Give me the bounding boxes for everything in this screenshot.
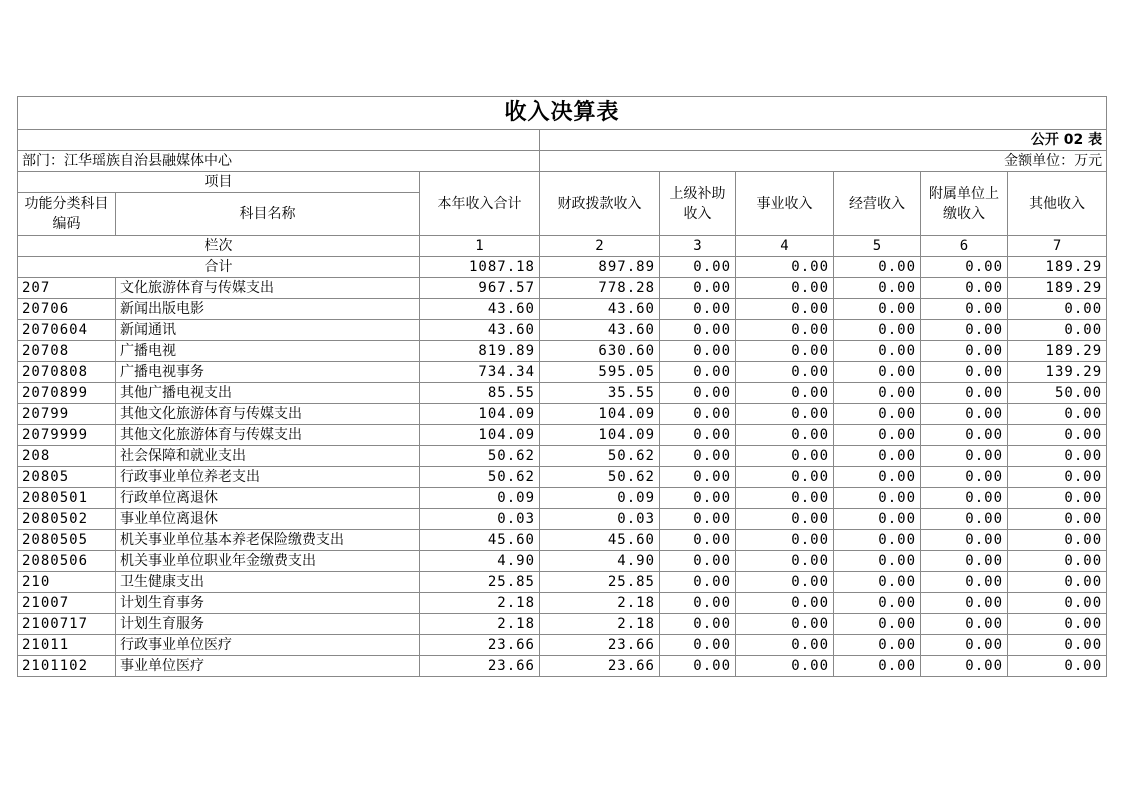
amount-cell: 85.55: [420, 383, 540, 404]
amount-cell: 0.00: [1008, 425, 1107, 446]
amount-cell: 0.00: [921, 404, 1008, 425]
amount-cell: 0.00: [736, 446, 834, 467]
func-code-cell: 20708: [18, 341, 116, 362]
amount-cell: 0.00: [736, 614, 834, 635]
amount-cell: 0.00: [834, 509, 921, 530]
amount-cell: 0.00: [660, 614, 736, 635]
amount-cell: 0.00: [921, 635, 1008, 656]
amount-cell: 734.34: [420, 362, 540, 383]
amount-cell: 0.00: [660, 656, 736, 677]
func-code-cell: 2070604: [18, 320, 116, 341]
col-number: 5: [834, 236, 921, 257]
table-row: [18, 614, 1107, 635]
table-row: [18, 404, 1107, 425]
subject-name-cell: 事业单位医疗: [116, 656, 420, 677]
amount-cell: 819.89: [420, 341, 540, 362]
amount-cell: 23.66: [420, 656, 540, 677]
amount-cell: 4.90: [540, 551, 660, 572]
amount-cell: 189.29: [1008, 341, 1107, 362]
amount-cell: 0.00: [921, 278, 1008, 299]
func-code-cell: 2080505: [18, 530, 116, 551]
amount-cell: 0.00: [921, 530, 1008, 551]
amount-cell: 0.00: [834, 488, 921, 509]
func-code-cell: 2070808: [18, 362, 116, 383]
amount-cell: 0.00: [834, 362, 921, 383]
amount-cell: 104.09: [540, 425, 660, 446]
amount-cell: 0.00: [834, 656, 921, 677]
col-number: 6: [921, 236, 1008, 257]
amount-cell: 50.00: [1008, 383, 1107, 404]
amount-cell: 0.00: [834, 446, 921, 467]
total-value: 0.00: [660, 257, 736, 278]
amount-cell: 0.00: [660, 320, 736, 341]
func-code-cell: 20799: [18, 404, 116, 425]
subject-name-cell: 其他文化旅游体育与传媒支出: [116, 404, 420, 425]
amount-cell: 0.00: [660, 383, 736, 404]
func-code-cell: 2080506: [18, 551, 116, 572]
amount-cell: 0.00: [921, 446, 1008, 467]
amount-cell: 0.00: [660, 572, 736, 593]
total-value: 0.00: [921, 257, 1008, 278]
table-row: [18, 551, 1107, 572]
subject-name-cell: 机关事业单位职业年金缴费支出: [116, 551, 420, 572]
amount-cell: 0.00: [834, 614, 921, 635]
subject-name-cell: 广播电视: [116, 341, 420, 362]
amount-cell: 0.00: [921, 656, 1008, 677]
amount-cell: 0.00: [660, 299, 736, 320]
amount-cell: 0.00: [1008, 530, 1107, 551]
amount-cell: 0.00: [921, 362, 1008, 383]
header-total: 本年收入合计: [420, 172, 540, 236]
amount-cell: 0.00: [834, 572, 921, 593]
func-code-cell: 21007: [18, 593, 116, 614]
col-number: 1: [420, 236, 540, 257]
amount-cell: 0.00: [921, 425, 1008, 446]
total-value: 0.00: [736, 257, 834, 278]
total-value: 0.00: [834, 257, 921, 278]
amount-cell: 0.00: [736, 509, 834, 530]
func-code-cell: 2079999: [18, 425, 116, 446]
total-value: 189.29: [1008, 257, 1107, 278]
amount-cell: 595.05: [540, 362, 660, 383]
sum-label: 合计: [18, 257, 420, 278]
income-table: [17, 96, 1107, 677]
column-number-row: [18, 236, 1107, 257]
func-code-cell: 2100717: [18, 614, 116, 635]
func-code-cell: 2080501: [18, 488, 116, 509]
total-row: [18, 257, 1107, 278]
header-func-code: 功能分类科目编码: [18, 193, 116, 236]
subject-name-cell: 卫生健康支出: [116, 572, 420, 593]
amount-cell: 0.00: [834, 278, 921, 299]
subject-name-cell: 文化旅游体育与传媒支出: [116, 278, 420, 299]
amount-cell: 0.00: [1008, 656, 1107, 677]
unit-label: 金额单位：万元: [540, 151, 1107, 172]
table-row: [18, 530, 1107, 551]
amount-cell: 0.00: [834, 341, 921, 362]
table-row: [18, 509, 1107, 530]
amount-cell: 0.00: [660, 509, 736, 530]
amount-cell: 0.00: [1008, 551, 1107, 572]
amount-cell: 50.62: [540, 467, 660, 488]
amount-cell: 0.00: [921, 320, 1008, 341]
table-row: [18, 635, 1107, 656]
amount-cell: 50.62: [540, 446, 660, 467]
amount-cell: 0.00: [736, 593, 834, 614]
amount-cell: 0.00: [736, 320, 834, 341]
amount-cell: 0.00: [736, 656, 834, 677]
subject-name-cell: 行政事业单位养老支出: [116, 467, 420, 488]
table-row: [18, 467, 1107, 488]
amount-cell: 0.00: [1008, 593, 1107, 614]
amount-cell: 0.00: [834, 383, 921, 404]
amount-cell: 0.00: [736, 278, 834, 299]
header-operating: 经营收入: [834, 172, 921, 236]
amount-cell: 0.00: [736, 404, 834, 425]
amount-cell: 0.00: [660, 467, 736, 488]
amount-cell: 0.00: [660, 446, 736, 467]
amount-cell: 23.66: [540, 635, 660, 656]
amount-cell: 0.09: [540, 488, 660, 509]
amount-cell: 0.00: [736, 299, 834, 320]
amount-cell: 0.00: [736, 635, 834, 656]
column-label: 栏次: [18, 236, 420, 257]
amount-cell: 0.00: [834, 467, 921, 488]
func-code-cell: 208: [18, 446, 116, 467]
amount-cell: 0.00: [834, 425, 921, 446]
table-row: [18, 446, 1107, 467]
table-row: [18, 341, 1107, 362]
amount-cell: 23.66: [420, 635, 540, 656]
amount-cell: 0.00: [660, 593, 736, 614]
amount-cell: 0.00: [921, 488, 1008, 509]
amount-cell: 4.90: [420, 551, 540, 572]
table-title: 收入决算表: [18, 97, 1107, 130]
amount-cell: 2.18: [420, 614, 540, 635]
col-number: 3: [660, 236, 736, 257]
amount-cell: 0.00: [660, 530, 736, 551]
amount-cell: 0.00: [921, 467, 1008, 488]
amount-cell: 43.60: [540, 299, 660, 320]
amount-cell: 0.00: [1008, 635, 1107, 656]
amount-cell: 2.18: [540, 593, 660, 614]
amount-cell: 0.03: [540, 509, 660, 530]
col-number: 4: [736, 236, 834, 257]
amount-cell: 0.00: [834, 530, 921, 551]
income-final-accounts-sheet: [17, 96, 1106, 677]
func-code-cell: 20706: [18, 299, 116, 320]
amount-cell: 50.62: [420, 446, 540, 467]
amount-cell: 35.55: [540, 383, 660, 404]
func-code-cell: 2070899: [18, 383, 116, 404]
func-code-cell: 210: [18, 572, 116, 593]
amount-cell: 0.00: [660, 278, 736, 299]
func-code-cell: 21011: [18, 635, 116, 656]
total-value: 897.89: [540, 257, 660, 278]
subject-name-cell: 其他文化旅游体育与传媒支出: [116, 425, 420, 446]
amount-cell: 104.09: [420, 404, 540, 425]
blank-cell: [18, 130, 540, 151]
header-item-group: 项目: [18, 172, 420, 193]
func-code-cell: 20805: [18, 467, 116, 488]
header-business: 事业收入: [736, 172, 834, 236]
amount-cell: 0.00: [1008, 488, 1107, 509]
table-row: [18, 488, 1107, 509]
amount-cell: 0.00: [921, 593, 1008, 614]
table-row: [18, 572, 1107, 593]
amount-cell: 0.00: [736, 488, 834, 509]
amount-cell: 0.00: [921, 572, 1008, 593]
header-affiliated: 附属单位上缴收入: [921, 172, 1008, 236]
subject-name-cell: 行政事业单位医疗: [116, 635, 420, 656]
subject-name-cell: 事业单位离退休: [116, 509, 420, 530]
amount-cell: 104.09: [540, 404, 660, 425]
amount-cell: 189.29: [1008, 278, 1107, 299]
amount-cell: 0.00: [660, 341, 736, 362]
amount-cell: 139.29: [1008, 362, 1107, 383]
amount-cell: 0.00: [1008, 404, 1107, 425]
table-row: [18, 320, 1107, 341]
amount-cell: 0.00: [660, 551, 736, 572]
amount-cell: 50.62: [420, 467, 540, 488]
amount-cell: 0.00: [921, 383, 1008, 404]
amount-cell: 0.00: [1008, 509, 1107, 530]
amount-cell: 25.85: [540, 572, 660, 593]
total-value: 1087.18: [420, 257, 540, 278]
amount-cell: 0.00: [834, 320, 921, 341]
amount-cell: 0.00: [1008, 320, 1107, 341]
func-code-cell: 2080502: [18, 509, 116, 530]
subject-name-cell: 新闻出版电影: [116, 299, 420, 320]
amount-cell: 0.00: [736, 362, 834, 383]
subject-name-cell: 其他广播电视支出: [116, 383, 420, 404]
amount-cell: 0.00: [660, 488, 736, 509]
col-number: 2: [540, 236, 660, 257]
header-fiscal: 财政拨款收入: [540, 172, 660, 236]
amount-cell: 0.00: [921, 551, 1008, 572]
amount-cell: 0.00: [736, 425, 834, 446]
subject-name-cell: 计划生育事务: [116, 593, 420, 614]
amount-cell: 0.00: [1008, 446, 1107, 467]
amount-cell: 0.09: [420, 488, 540, 509]
amount-cell: 0.03: [420, 509, 540, 530]
subject-name-cell: 新闻通讯: [116, 320, 420, 341]
amount-cell: 0.00: [660, 635, 736, 656]
amount-cell: 0.00: [834, 635, 921, 656]
amount-cell: 0.00: [921, 509, 1008, 530]
func-code-cell: 2101102: [18, 656, 116, 677]
amount-cell: 45.60: [540, 530, 660, 551]
table-row: [18, 299, 1107, 320]
amount-cell: 43.60: [420, 320, 540, 341]
amount-cell: 104.09: [420, 425, 540, 446]
amount-cell: 630.60: [540, 341, 660, 362]
table-row: [18, 383, 1107, 404]
amount-cell: 0.00: [1008, 614, 1107, 635]
amount-cell: 0.00: [736, 551, 834, 572]
col-number: 7: [1008, 236, 1107, 257]
header-superior: 上级补助收入: [660, 172, 736, 236]
amount-cell: 0.00: [736, 341, 834, 362]
header-other: 其他收入: [1008, 172, 1107, 236]
header-subject-name: 科目名称: [116, 193, 420, 236]
amount-cell: 0.00: [660, 404, 736, 425]
amount-cell: 0.00: [834, 551, 921, 572]
table-row: [18, 278, 1107, 299]
amount-cell: 0.00: [1008, 467, 1107, 488]
subject-name-cell: 行政单位离退休: [116, 488, 420, 509]
amount-cell: 0.00: [921, 341, 1008, 362]
amount-cell: 0.00: [834, 404, 921, 425]
amount-cell: 43.60: [420, 299, 540, 320]
subject-name-cell: 计划生育服务: [116, 614, 420, 635]
amount-cell: 0.00: [736, 572, 834, 593]
amount-cell: 0.00: [736, 530, 834, 551]
amount-cell: 0.00: [1008, 572, 1107, 593]
amount-cell: 43.60: [540, 320, 660, 341]
amount-cell: 0.00: [660, 362, 736, 383]
amount-cell: 0.00: [834, 299, 921, 320]
amount-cell: 967.57: [420, 278, 540, 299]
amount-cell: 25.85: [420, 572, 540, 593]
amount-cell: 0.00: [921, 299, 1008, 320]
table-row: [18, 362, 1107, 383]
amount-cell: 0.00: [736, 383, 834, 404]
amount-cell: 0.00: [660, 425, 736, 446]
func-code-cell: 207: [18, 278, 116, 299]
department-label: 部门：江华瑶族自治县融媒体中心: [18, 151, 540, 172]
amount-cell: 778.28: [540, 278, 660, 299]
table-row: [18, 593, 1107, 614]
amount-cell: 45.60: [420, 530, 540, 551]
amount-cell: 2.18: [540, 614, 660, 635]
amount-cell: 0.00: [834, 593, 921, 614]
amount-cell: 23.66: [540, 656, 660, 677]
amount-cell: 0.00: [1008, 299, 1107, 320]
table-row: [18, 425, 1107, 446]
subject-name-cell: 广播电视事务: [116, 362, 420, 383]
amount-cell: 0.00: [921, 614, 1008, 635]
amount-cell: 0.00: [736, 467, 834, 488]
table-row: [18, 656, 1107, 677]
amount-cell: 2.18: [420, 593, 540, 614]
subject-name-cell: 机关事业单位基本养老保险缴费支出: [116, 530, 420, 551]
table-code: 公开 02 表: [540, 130, 1107, 151]
subject-name-cell: 社会保障和就业支出: [116, 446, 420, 467]
